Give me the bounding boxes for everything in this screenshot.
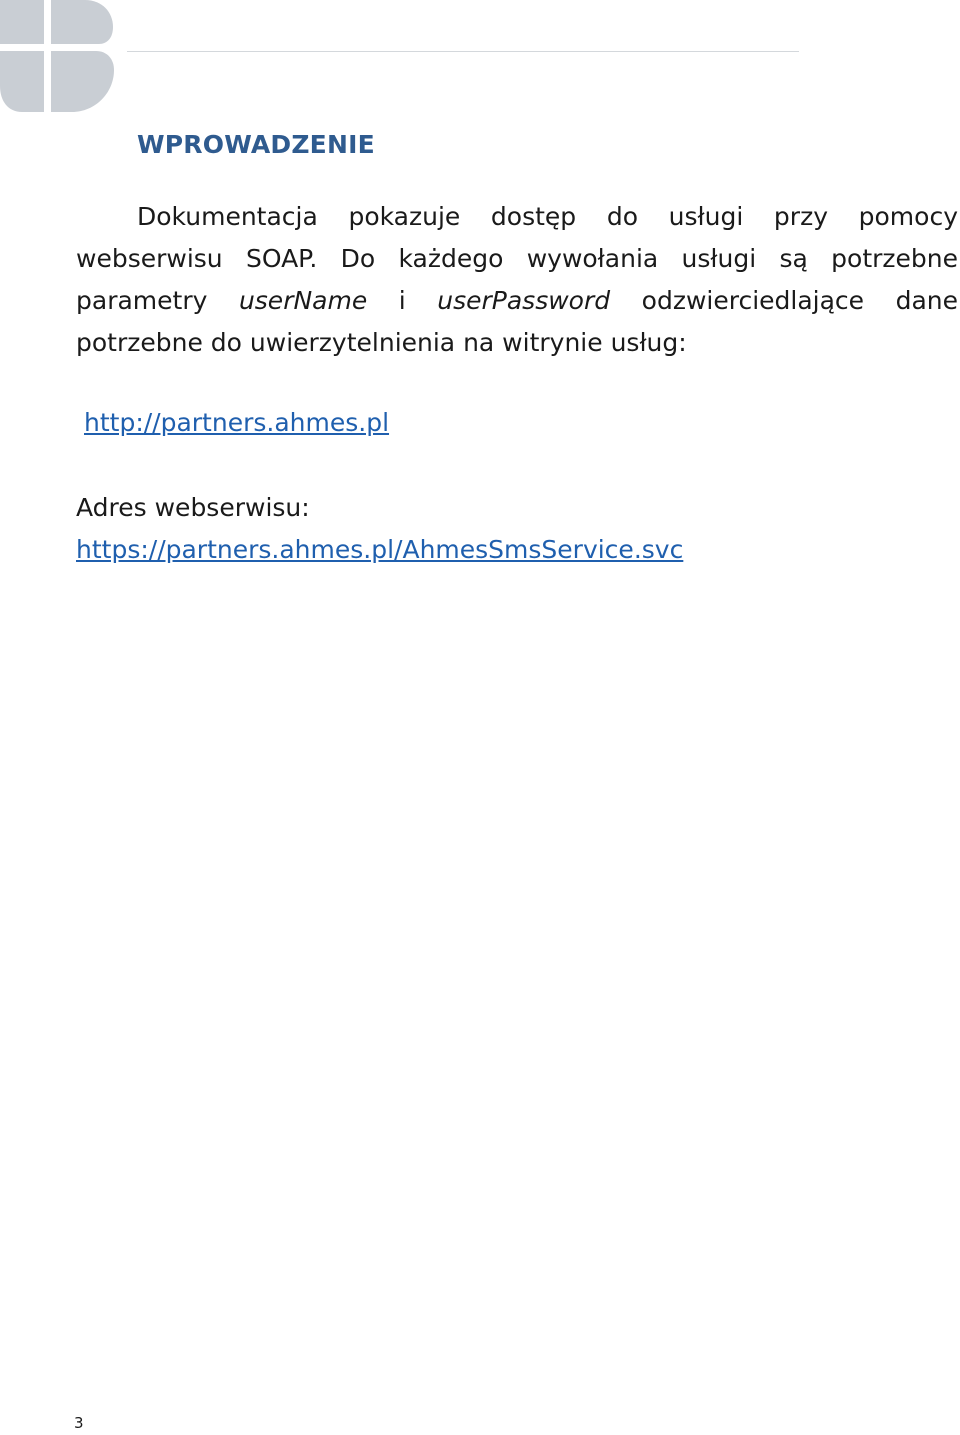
address-label: Adres webserwisu: — [76, 493, 310, 522]
param-userpassword: userPassword — [437, 286, 611, 315]
param-username: userName — [238, 286, 368, 315]
intro-paragraph — [76, 196, 958, 364]
intro-text-part1: Dokumentacja pokazuje dostęp do usługi przy pomocy webserwisu SOAP. Do każdego wywołania usługi są potrzebne parametry — [76, 202, 958, 315]
service-link[interactable]: https://partners.ahmes.pl/AhmesSmsService.svc — [76, 535, 684, 564]
intro-text-part3: odzwierciedlające dane potrzebne do uwierzytelnienia na witrynie usług: — [76, 286, 958, 357]
page-number: 3 — [74, 1414, 84, 1432]
header-rule — [127, 51, 799, 52]
partners-link[interactable]: http://partners.ahmes.pl — [84, 408, 390, 437]
clover-logo-icon — [0, 0, 115, 112]
section-heading: WPROWADZENIE — [137, 130, 375, 159]
intro-text-part2: i — [367, 286, 438, 315]
